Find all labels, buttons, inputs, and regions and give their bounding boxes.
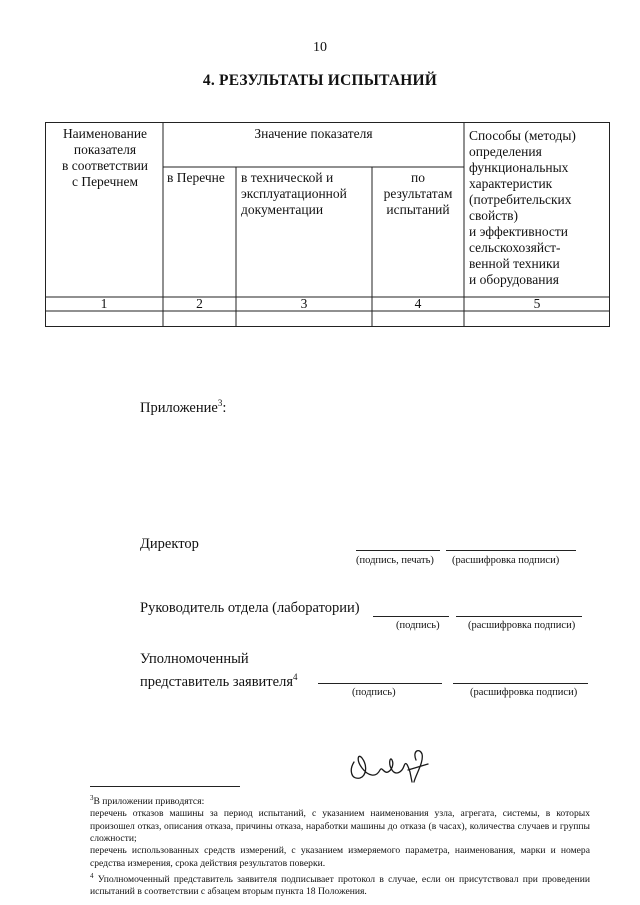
department-head-name-line [456, 616, 582, 617]
department-head-caption-name: (расшифровка подписи) [468, 620, 576, 631]
section-title: 4. РЕЗУЛЬТАТЫ ИСПЫТАНИЙ [202, 72, 438, 89]
department-head-signature-line [373, 616, 449, 617]
representative-name-line [453, 683, 588, 684]
column-number-2: 2 [196, 296, 203, 311]
header-methods: Способы (методы) определения функциональных характеристик (потребительских свойств) и эффективности сельскохозяйст- венной техники и оборудования [469, 128, 576, 287]
department-head-label: Руководитель отдела (лаборатории) [140, 600, 360, 616]
representative-caption-signature: (подпись) [352, 687, 396, 698]
appendix-label: Приложение$^3$: [140, 398, 227, 416]
representative-caption-name: (расшифровка подписи) [470, 687, 578, 698]
results-table [45, 122, 611, 328]
column-number-4: 4 [414, 296, 422, 311]
handwritten-signature [346, 748, 436, 788]
column-number-3: 3 [300, 296, 308, 311]
footnote-4: $^4$ Уполномоченный представитель заявителя подписывает протокол в случае, если он присутствовал при проведении испытаний в соответствии с абзацем вторым пункта 18 Положения. [90, 871, 590, 898]
department-head-caption-signature: (подпись) [396, 620, 440, 631]
subheader-in-docs: в технической и эксплуатационной документации [241, 170, 347, 217]
footnotes [90, 792, 590, 899]
header-indicator-name: Наименование показателя в соответствии с Перечнем [61, 126, 149, 189]
header-indicator-value: Значение показателя [254, 126, 373, 141]
director-label: Директор [140, 536, 199, 552]
subheader-by-tests: по результатам испытаний [383, 170, 453, 217]
footnote-ref-4: 4 [293, 672, 298, 682]
page-number: 10 [313, 40, 327, 55]
column-number-5: 5 [533, 296, 541, 311]
representative-signature-line [318, 683, 442, 684]
footnote-separator [90, 786, 240, 787]
director-caption-signature: (подпись, печать) [356, 555, 434, 566]
subheader-in-list: в Перечне [167, 170, 225, 185]
column-number-1: 1 [100, 296, 108, 311]
director-caption-name: (расшифровка подписи) [452, 555, 560, 566]
footnote-3-item-2: перечень использованных средств измерений, с указанием измеряемого параметра, наименования, марки и номера средства измерения, срока действия результатов поверки. [90, 845, 590, 869]
representative-label: Уполномоченный представитель заявителя$^4$ [140, 651, 298, 690]
footnote-ref-3: 3 [217, 398, 223, 408]
footnote-3: $^3$В приложении приводятся: [90, 794, 205, 808]
footnote-3-item-1: перечень отказов машины за период испытаний, с указанием наименования узла, агрегата, системы, в которых произошел отказ, описания отказа, причины отказа, наработки машины до отказа (в часах), количества случаев и группы сложности; [90, 808, 590, 845]
director-name-line [446, 550, 576, 551]
director-signature-line [356, 550, 440, 551]
